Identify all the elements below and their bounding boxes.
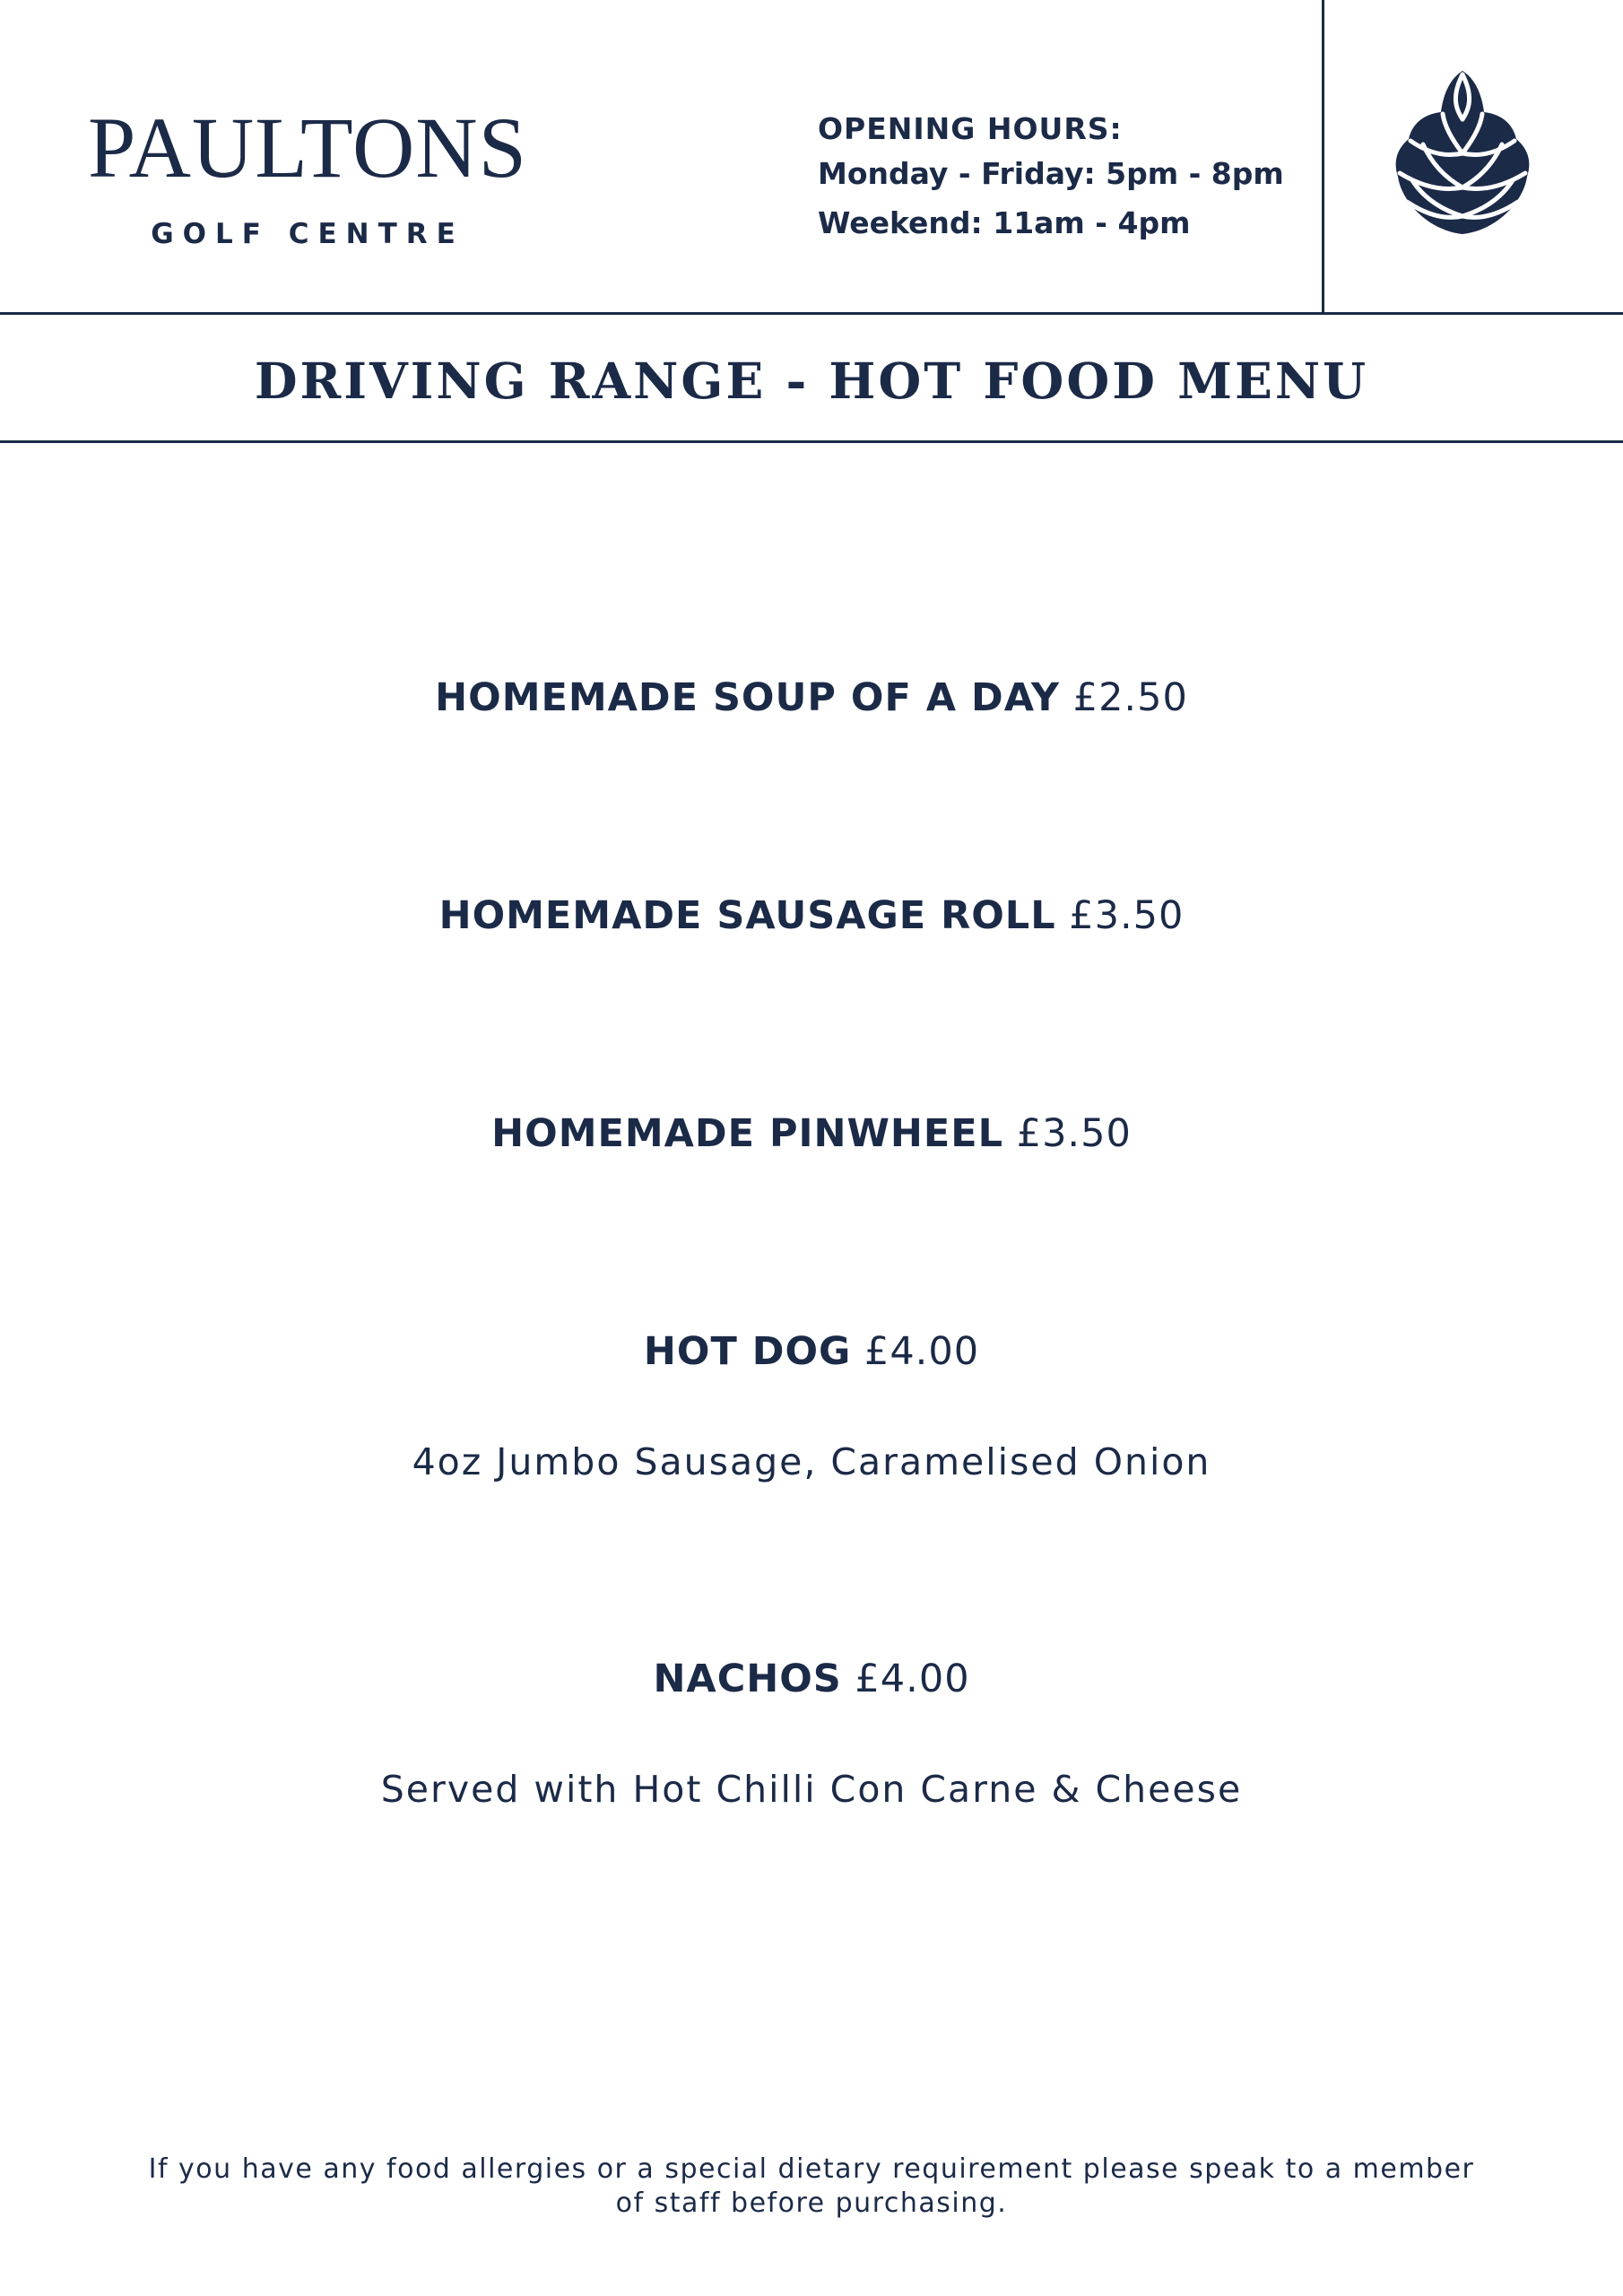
menu-item-price: £4.00 — [855, 1657, 970, 1701]
menu-item-price: £3.50 — [1016, 1111, 1132, 1156]
pinecone-icon — [1393, 67, 1532, 238]
menu-item-description: 4oz Jumbo Sausage, Caramelised Onion — [412, 1440, 1211, 1483]
menu-item-name: HOMEMADE SAUSAGE ROLL — [438, 893, 1056, 938]
menu-item-name: HOMEMADE PINWHEEL — [491, 1111, 1004, 1156]
brand-name: PAULTONS — [87, 100, 527, 196]
menu-item — [0, 671, 1623, 725]
opening-hours-weekend: Weekend: 11am - 4pm — [818, 205, 1191, 240]
menu-item-price: £4.00 — [864, 1329, 980, 1374]
brand-subtitle: GOLF CENTRE — [151, 218, 464, 250]
opening-hours-weekday: Monday - Friday: 5pm - 8pm — [818, 156, 1284, 191]
menu-item-name: HOMEMADE SOUP OF A DAY — [435, 675, 1061, 720]
menu-item-name: HOT DOG — [643, 1329, 852, 1374]
menu-item-price: £2.50 — [1072, 675, 1188, 720]
allergy-notice — [90, 2152, 1533, 2221]
menu-item — [0, 1107, 1623, 1161]
menu-item-price: £3.50 — [1069, 893, 1185, 938]
menu-item-description: Served with Hot Chilli Con Carne & Cheese — [380, 1768, 1243, 1811]
header — [0, 0, 1623, 314]
header-divider — [0, 312, 1623, 315]
header-divider-vertical — [1322, 0, 1324, 314]
title-divider — [0, 440, 1623, 443]
opening-hours — [818, 109, 1302, 248]
menu-item — [0, 889, 1623, 943]
opening-hours-title: OPENING HOURS: — [818, 111, 1123, 146]
allergy-notice-line: of staff before purchasing. — [615, 2187, 1008, 2219]
menu-title: DRIVING RANGE - HOT FOOD MENU — [254, 352, 1369, 410]
menu-item-name: NACHOS — [653, 1657, 842, 1701]
menu-item — [0, 1652, 1623, 1706]
menu-item — [0, 1325, 1623, 1378]
brand-wordmark — [86, 100, 529, 250]
allergy-notice-line: If you have any food allergies or a special dietary requirement please speak to a member — [148, 2153, 1475, 2185]
